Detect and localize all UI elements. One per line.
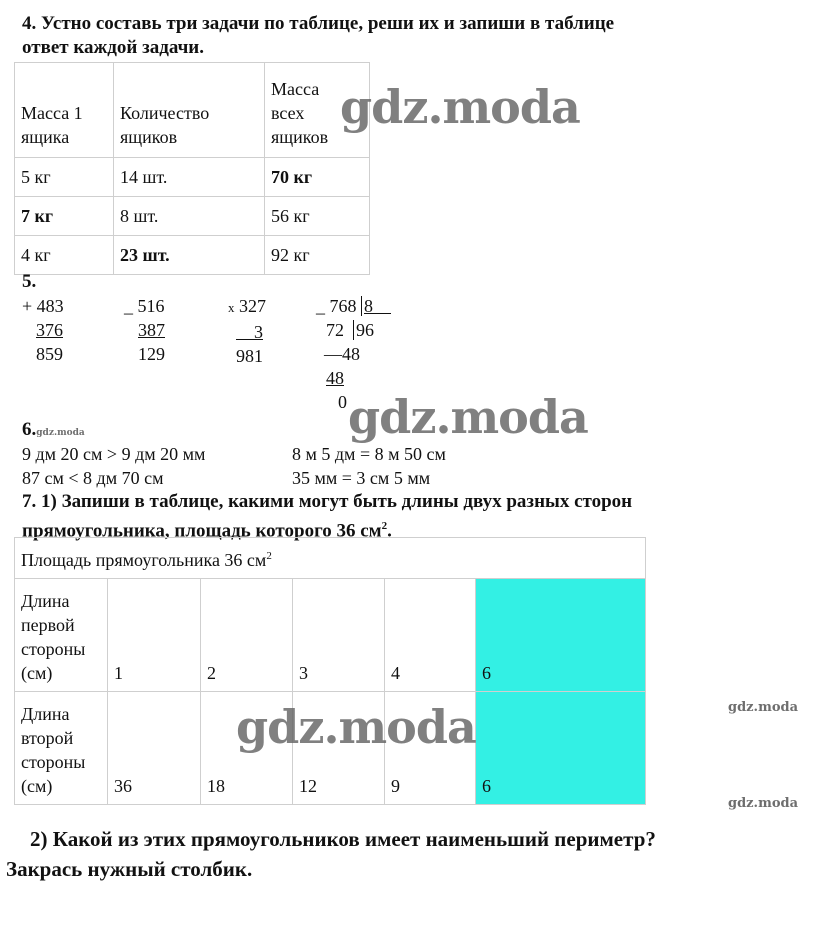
watermark-logo: gdz.moda	[348, 390, 588, 444]
row-label-first-side: Длина первой стороны (см)	[15, 579, 108, 692]
task7-question-line1: 2) Какой из этих прямоугольников имеет наименьший периметр?	[30, 827, 656, 851]
table-cell-highlighted: 6	[476, 579, 646, 692]
comparison-line: 9 дм 20 см > 9 дм 20 мм	[22, 444, 206, 464]
header-total-mass: Масса всех ящиков	[265, 63, 370, 158]
comparison-line: 87 см < 8 дм 70 см	[22, 468, 164, 488]
table-row	[15, 197, 370, 236]
table-cell: 1	[108, 579, 201, 692]
table-cell-answer: 70 кг	[265, 158, 370, 197]
table-cell: 92 кг	[265, 236, 370, 275]
table-title-row	[15, 538, 646, 579]
task5-label: 5.	[22, 271, 37, 292]
row-label-second-side: Длина второй стороны (см)	[15, 692, 108, 805]
table-cell: 56 кг	[265, 197, 370, 236]
task7-table	[14, 537, 646, 805]
table-row	[15, 158, 370, 197]
task7-question-line2: Закрась нужный столбик.	[6, 857, 253, 881]
table-cell: 2	[201, 579, 293, 692]
table-cell: 36	[108, 692, 201, 805]
table-cell: 8 шт.	[114, 197, 265, 236]
header-mass-one-box: Масса 1 ящика	[15, 63, 114, 158]
table-cell: 14 шт.	[114, 158, 265, 197]
watermark-logo: gdz.moda	[340, 80, 580, 134]
header-box-count: Количество ящиков	[114, 63, 265, 158]
task4-table	[14, 62, 370, 275]
table-row-first-side	[15, 579, 646, 692]
table-cell-answer: 7 кг	[15, 197, 114, 236]
table-cell-answer: 23 шт.	[114, 236, 265, 275]
addition-column: + 483 376 859	[22, 296, 64, 364]
subtraction-column: _ 516 387 129	[124, 296, 165, 364]
table-cell: 5 кг	[15, 158, 114, 197]
watermark-small: gdz.moda	[728, 796, 799, 811]
watermark-logo: gdz.moda	[236, 700, 476, 754]
comparison-line: 35 мм = 3 см 5 мм	[292, 468, 431, 488]
table-cell-highlighted: 6	[476, 692, 646, 805]
table-cell: 18	[201, 692, 293, 805]
task7-heading: 7. 1) Запиши в таблице, какими могут быть длины двух разных сторон прямоугольника, площадь которого 36 $см^2$.	[22, 491, 633, 542]
table-cell: 9	[385, 692, 476, 805]
table-cell: 3	[293, 579, 385, 692]
table-cell: 4	[385, 579, 476, 692]
watermark-small: gdz.moda	[728, 700, 799, 715]
task6-label: 6.gdz.moda	[22, 419, 85, 440]
task4-heading: 4. Устно составь три задачи по таблице, реши их и запиши в таблице ответ каждой задачи.	[22, 13, 615, 58]
comparison-line: 8 м 5 дм = 8 м 50 см	[292, 444, 446, 464]
table-header-row	[15, 63, 370, 158]
table-cell: 4 кг	[15, 236, 114, 275]
multiplication-column: x 327 3 981	[228, 296, 266, 366]
table-cell: 12	[293, 692, 385, 805]
division-column: _ 768 8 72 96 —48 48 0	[316, 296, 374, 412]
table-row	[15, 236, 370, 275]
watermark-small: gdz.moda	[36, 428, 85, 438]
table-title: Площадь прямоугольника 36 $см^2$	[15, 538, 646, 579]
